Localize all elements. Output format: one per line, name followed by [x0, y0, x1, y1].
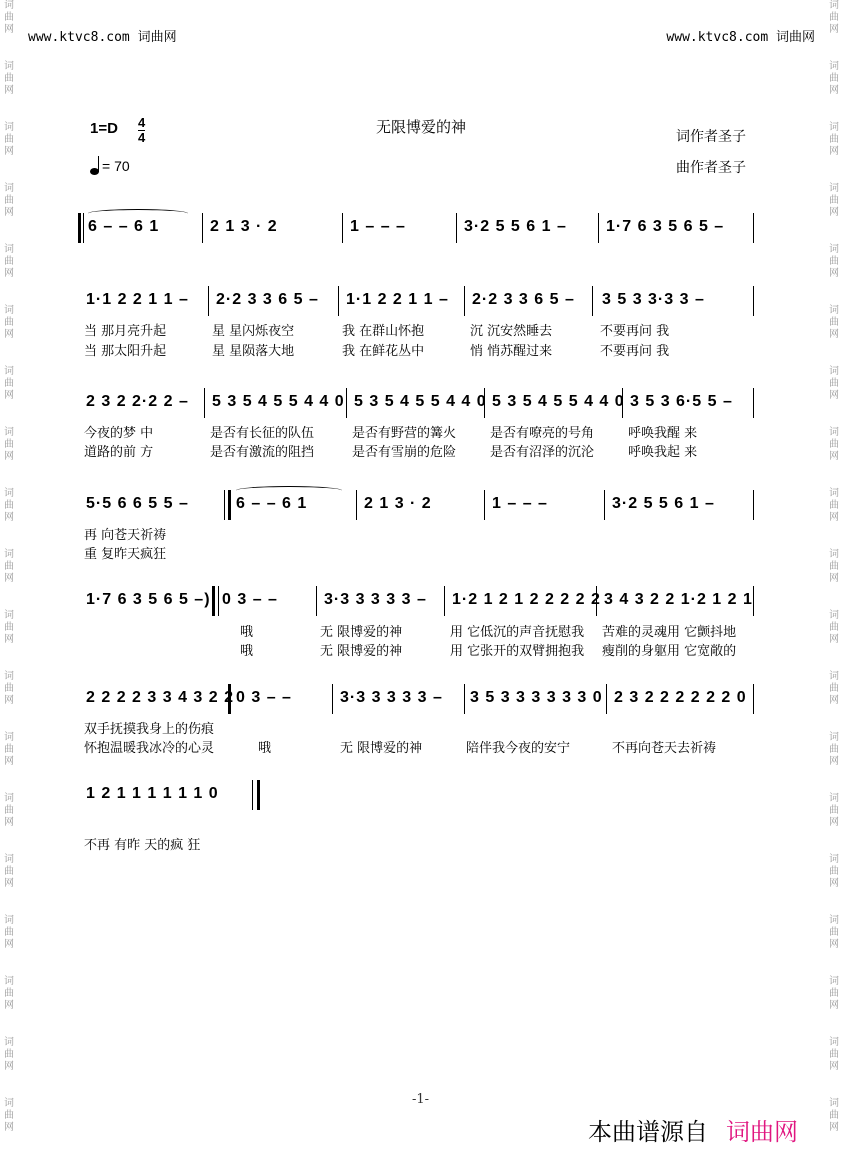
- measure: 3 5 3 6·5 5 –: [630, 393, 733, 410]
- measure: 1·2 1 2 1 2 2 2 2 2: [452, 591, 601, 608]
- measure: 5 3 5 4 5 5 4 4 0: [492, 393, 625, 410]
- staff-row-2: [78, 286, 754, 316]
- song-title: 无限博爱的神: [376, 118, 467, 136]
- composer: 曲作者圣子: [676, 160, 746, 176]
- measure: 1·7 6 3 5 6 5 –: [606, 218, 725, 235]
- measure: 2 3 2 2 2 2 2 2 0: [614, 689, 747, 706]
- measure: 0 3 – –: [222, 591, 278, 608]
- measure: 1 – – –: [350, 218, 406, 235]
- key-signature: 1=D: [90, 120, 118, 137]
- measure: 3 5 3 3 3 3 3 3 0: [470, 689, 603, 706]
- measure: 2 3 2 2·2 2 –: [86, 393, 189, 410]
- measure: 3·2 5 5 6 1 –: [464, 218, 567, 235]
- measure: 6 – – 6 1: [236, 495, 308, 512]
- measure: 2·2 3 3 6 5 –: [216, 291, 319, 308]
- staff-row-1: [78, 213, 754, 243]
- measure: 0 3 – –: [236, 689, 292, 706]
- measure: 3·2 5 5 6 1 –: [612, 495, 715, 512]
- measure: 5·5 6 6 5 5 –: [86, 495, 189, 512]
- measure: 5 3 5 4 5 5 4 4 0: [212, 393, 345, 410]
- source-brand[interactable]: 词曲网: [726, 1118, 798, 1146]
- quarter-note-icon: [90, 168, 99, 175]
- staff-row-5: [78, 586, 754, 616]
- measure: 2 2 2 2 3 3 4 3 2 2: [86, 689, 234, 706]
- staff-row-7: [78, 780, 754, 810]
- measure: 1 2 1 1 1 1 1 1 0: [86, 785, 219, 802]
- staff-row-3: [78, 388, 754, 418]
- measure: 3·3 3 3 3 3 –: [324, 591, 427, 608]
- measure: 1·1 2 2 1 1 –: [346, 291, 449, 308]
- lyricist: 词作者圣子: [676, 129, 746, 145]
- watermark-right: 词 曲 网 词 曲 网 词 曲 网 词 曲 网 词 曲 网 词 曲 网 词 曲 网 词 曲 网 词 曲 网 词 曲 网 词 曲 网 词 曲 网 词 曲 网 词 曲 网 词 曲 网 词 曲 网 词 曲 网 词 曲 网 词 曲 网: [829, 0, 839, 1133]
- measure: 1·7 6 3 5 6 5 –): [86, 591, 211, 608]
- measure: 3 4 3 2 2 1·2 1 2 1: [604, 591, 753, 608]
- measure: 3·3 3 3 3 3 –: [340, 689, 443, 706]
- site-header-right[interactable]: www.ktvc8.com 词曲网: [666, 30, 815, 45]
- measure: 1·1 2 2 1 1 –: [86, 291, 189, 308]
- measure: 2 1 3 · 2: [210, 218, 278, 235]
- measure: 5 3 5 4 5 5 4 4 0: [354, 393, 487, 410]
- measure: 2·2 3 3 6 5 –: [472, 291, 575, 308]
- source-credit[interactable]: 本曲谱源自 词曲网: [588, 1118, 798, 1146]
- tempo-marking: = 70: [90, 158, 130, 175]
- time-signature: $\frac{4}{4}$: [138, 115, 146, 145]
- measure: 3 5 3 3·3 3 –: [602, 291, 705, 308]
- site-header-left[interactable]: www.ktvc8.com 词曲网: [28, 30, 177, 45]
- watermark-left: 词 曲 网 词 曲 网 词 曲 网 词 曲 网 词 曲 网 词 曲 网 词 曲 网 词 曲 网 词 曲 网 词 曲 网 词 曲 网 词 曲 网 词 曲 网 词 曲 网 词 曲 网 词 曲 网 词 曲 网 词 曲 网 词 曲 网: [4, 0, 14, 1133]
- measure: 1 – – –: [492, 495, 548, 512]
- measure: 6 – – 6 1: [88, 218, 160, 235]
- staff-row-4: [78, 490, 754, 520]
- measure: 2 1 3 · 2: [364, 495, 432, 512]
- page-number: -1-: [412, 1092, 430, 1107]
- staff-row-6: [78, 684, 754, 714]
